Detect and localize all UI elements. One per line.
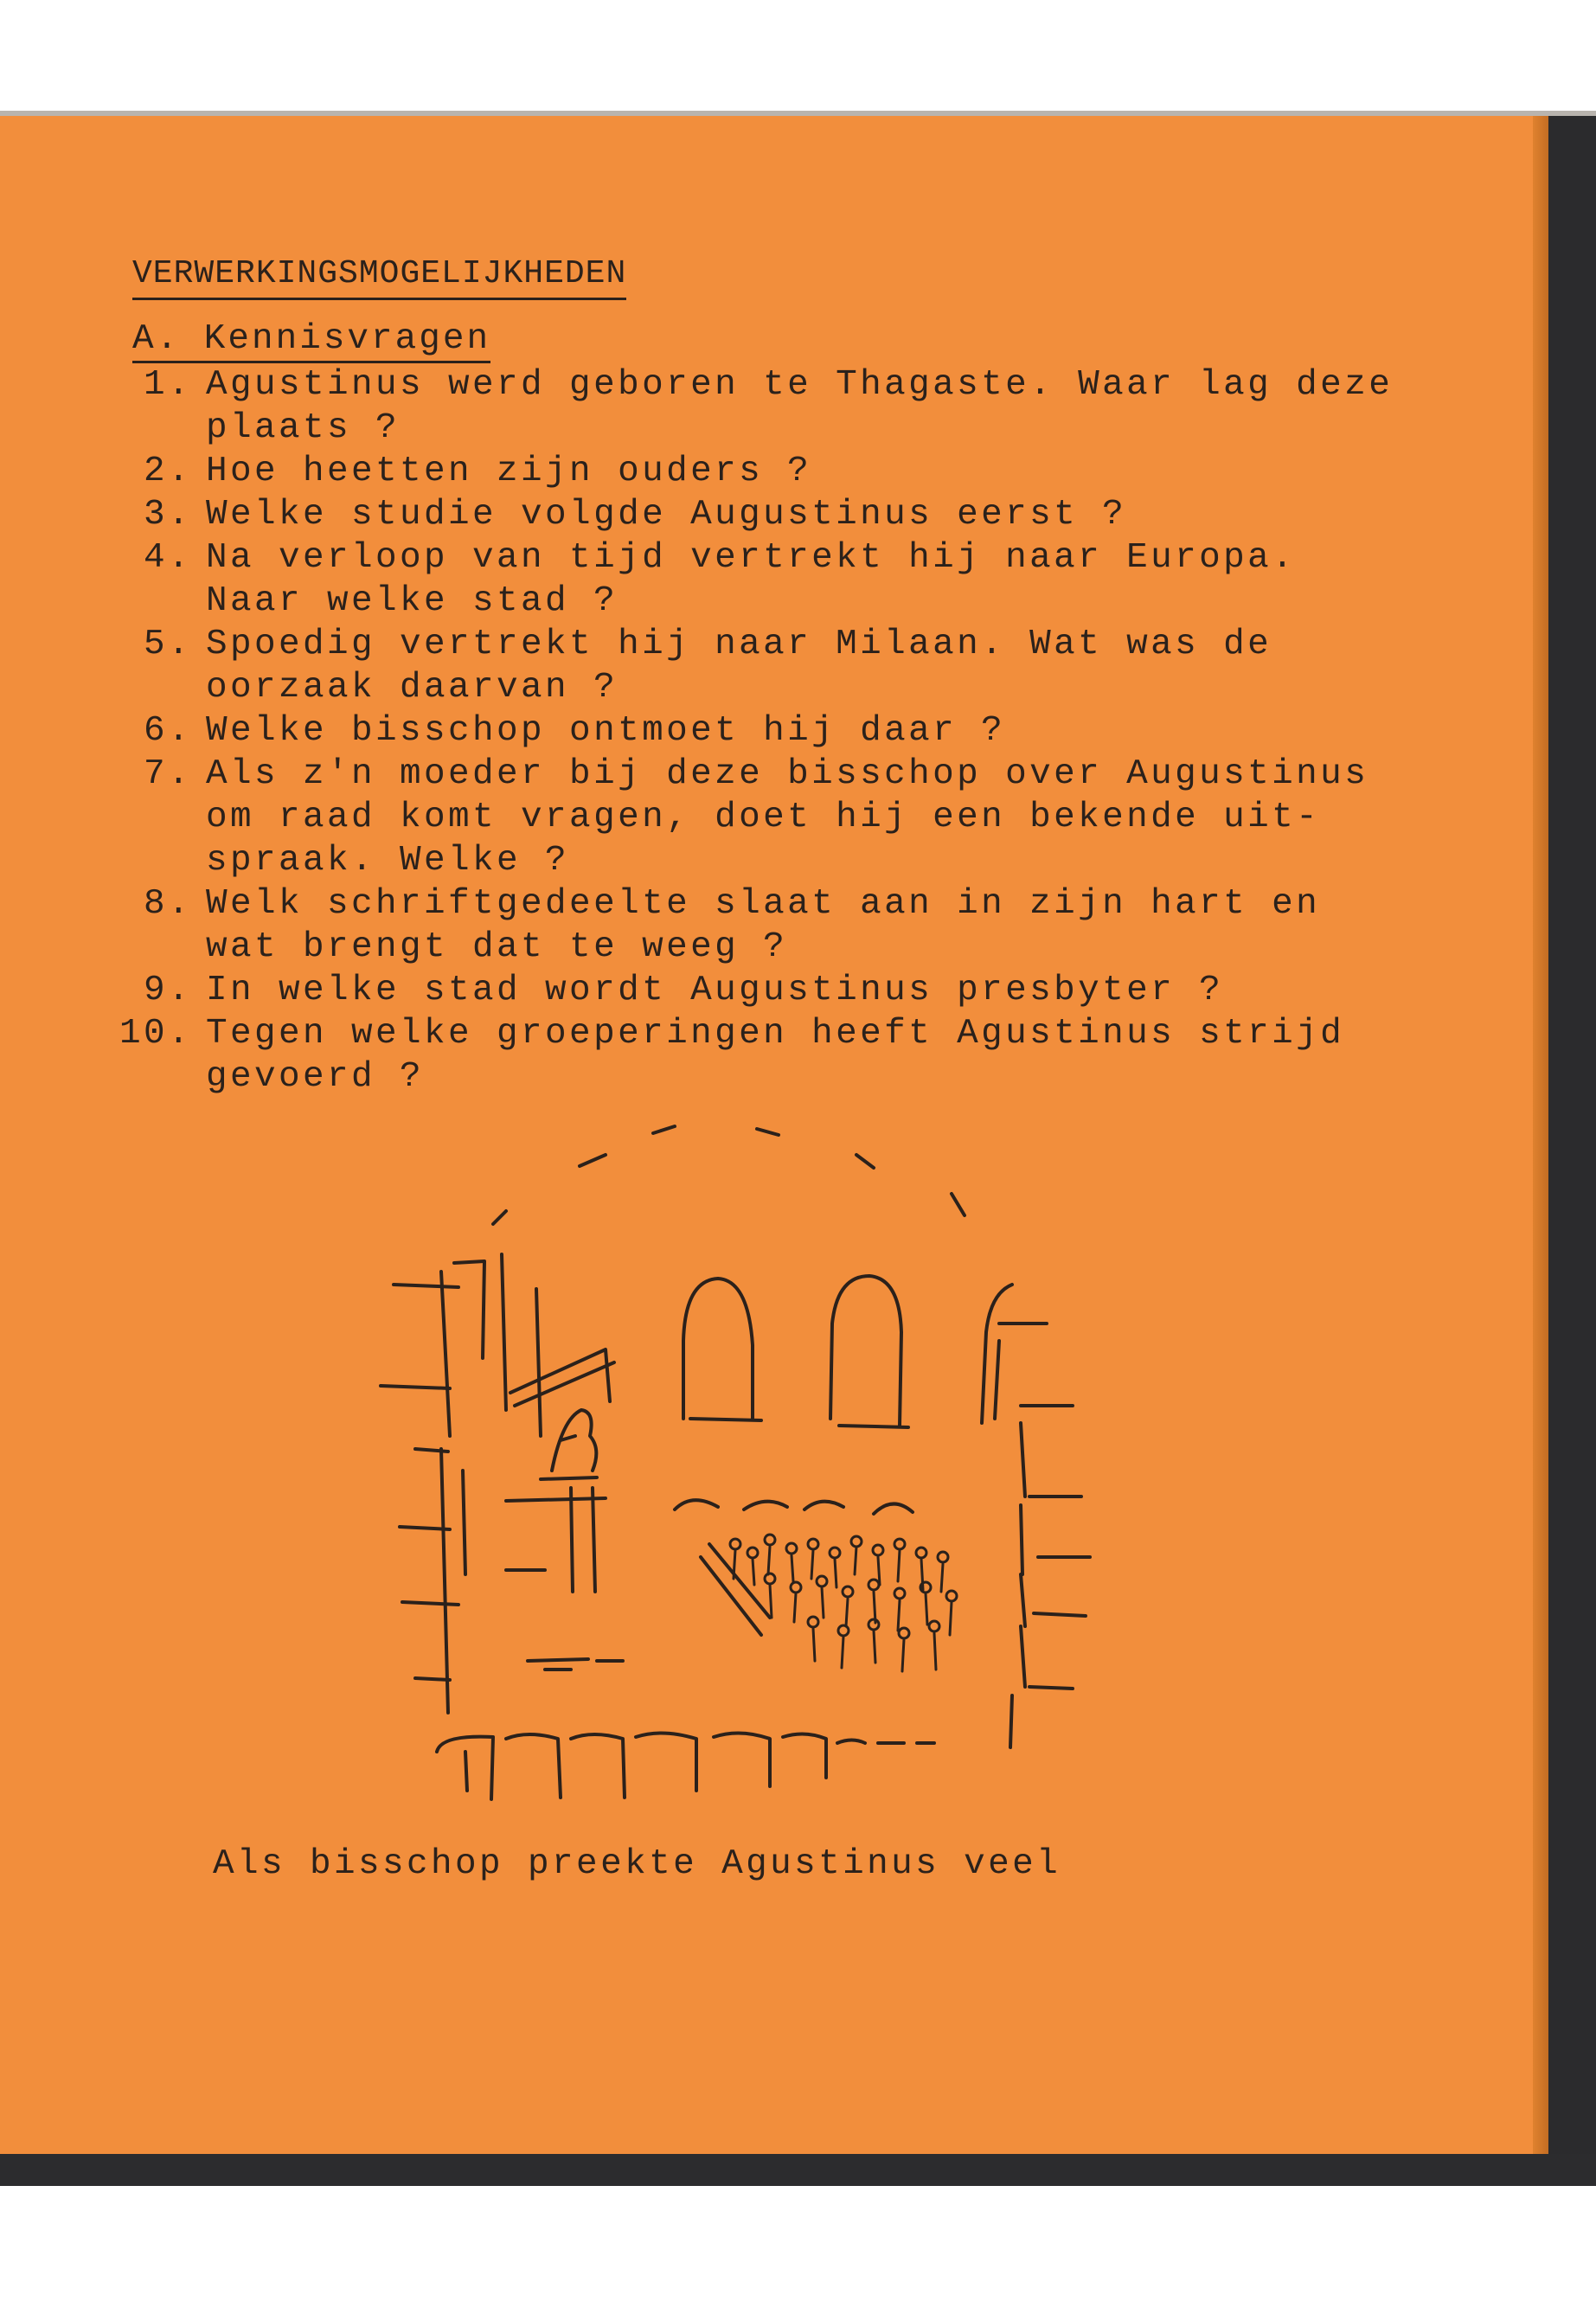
question-item <box>112 753 1477 882</box>
question-text: Welke studie volgde Augustinus eerst ? <box>206 495 1127 535</box>
question-text: Na verloop van tijd vertrekt hij naar Europa. Naar welke stad ? <box>206 538 1297 621</box>
question-text: Hoe heetten zijn ouders ? <box>206 452 812 491</box>
question-text: Welke bisschop ontmoet hij daar ? <box>206 711 1006 751</box>
section-heading: A. Kennisvragen <box>132 317 490 363</box>
question-text: In welke stad wordt Augustinus presbyter ? <box>206 971 1224 1010</box>
question-number: 6. <box>143 711 192 751</box>
church-sermon-sketch <box>363 1107 1125 1825</box>
question-number: 1. <box>143 365 192 405</box>
page-edge <box>1533 116 1548 2154</box>
question-item <box>112 709 1477 753</box>
question-text: Agustinus werd geboren te Thagaste. Waar lag deze plaats ? <box>206 365 1394 448</box>
question-list <box>112 363 1477 1099</box>
question-number: 3. <box>143 495 192 535</box>
right-frame <box>1548 116 1596 2186</box>
question-item <box>112 882 1477 969</box>
question-number: 2. <box>143 452 192 491</box>
question-item <box>112 623 1477 709</box>
question-text: Als z'n moeder bij deze bisschop over Augustinus om raad komt vragen, doet hij een bekende uit- spraak. Welke ? <box>206 754 1369 881</box>
question-text: Spoedig vertrekt hij naar Milaan. Wat was de oorzaak daarvan ? <box>206 625 1272 708</box>
question-item <box>112 363 1477 450</box>
question-item <box>112 969 1477 1012</box>
question-item <box>112 450 1477 493</box>
question-text: Tegen welke groeperingen heeft Agustinus strijd gevoerd ? <box>206 1014 1345 1097</box>
question-number: 10. <box>119 1014 192 1054</box>
question-item <box>112 536 1477 623</box>
question-number: 4. <box>143 538 192 578</box>
page-title: VERWERKINGSMOGELIJKHEDEN <box>132 253 626 300</box>
question-item <box>112 1012 1477 1099</box>
sketch-caption: Als bisschop preekte Agustinus veel <box>213 1844 1061 1884</box>
question-number: 9. <box>143 971 192 1010</box>
question-number: 5. <box>143 625 192 664</box>
bottom-frame <box>0 2154 1596 2186</box>
question-text: Welk schriftgedeelte slaat aan in zijn hart en wat brengt dat te weeg ? <box>206 884 1321 967</box>
question-item <box>112 493 1477 536</box>
question-number: 7. <box>143 754 192 794</box>
question-number: 8. <box>143 884 192 924</box>
